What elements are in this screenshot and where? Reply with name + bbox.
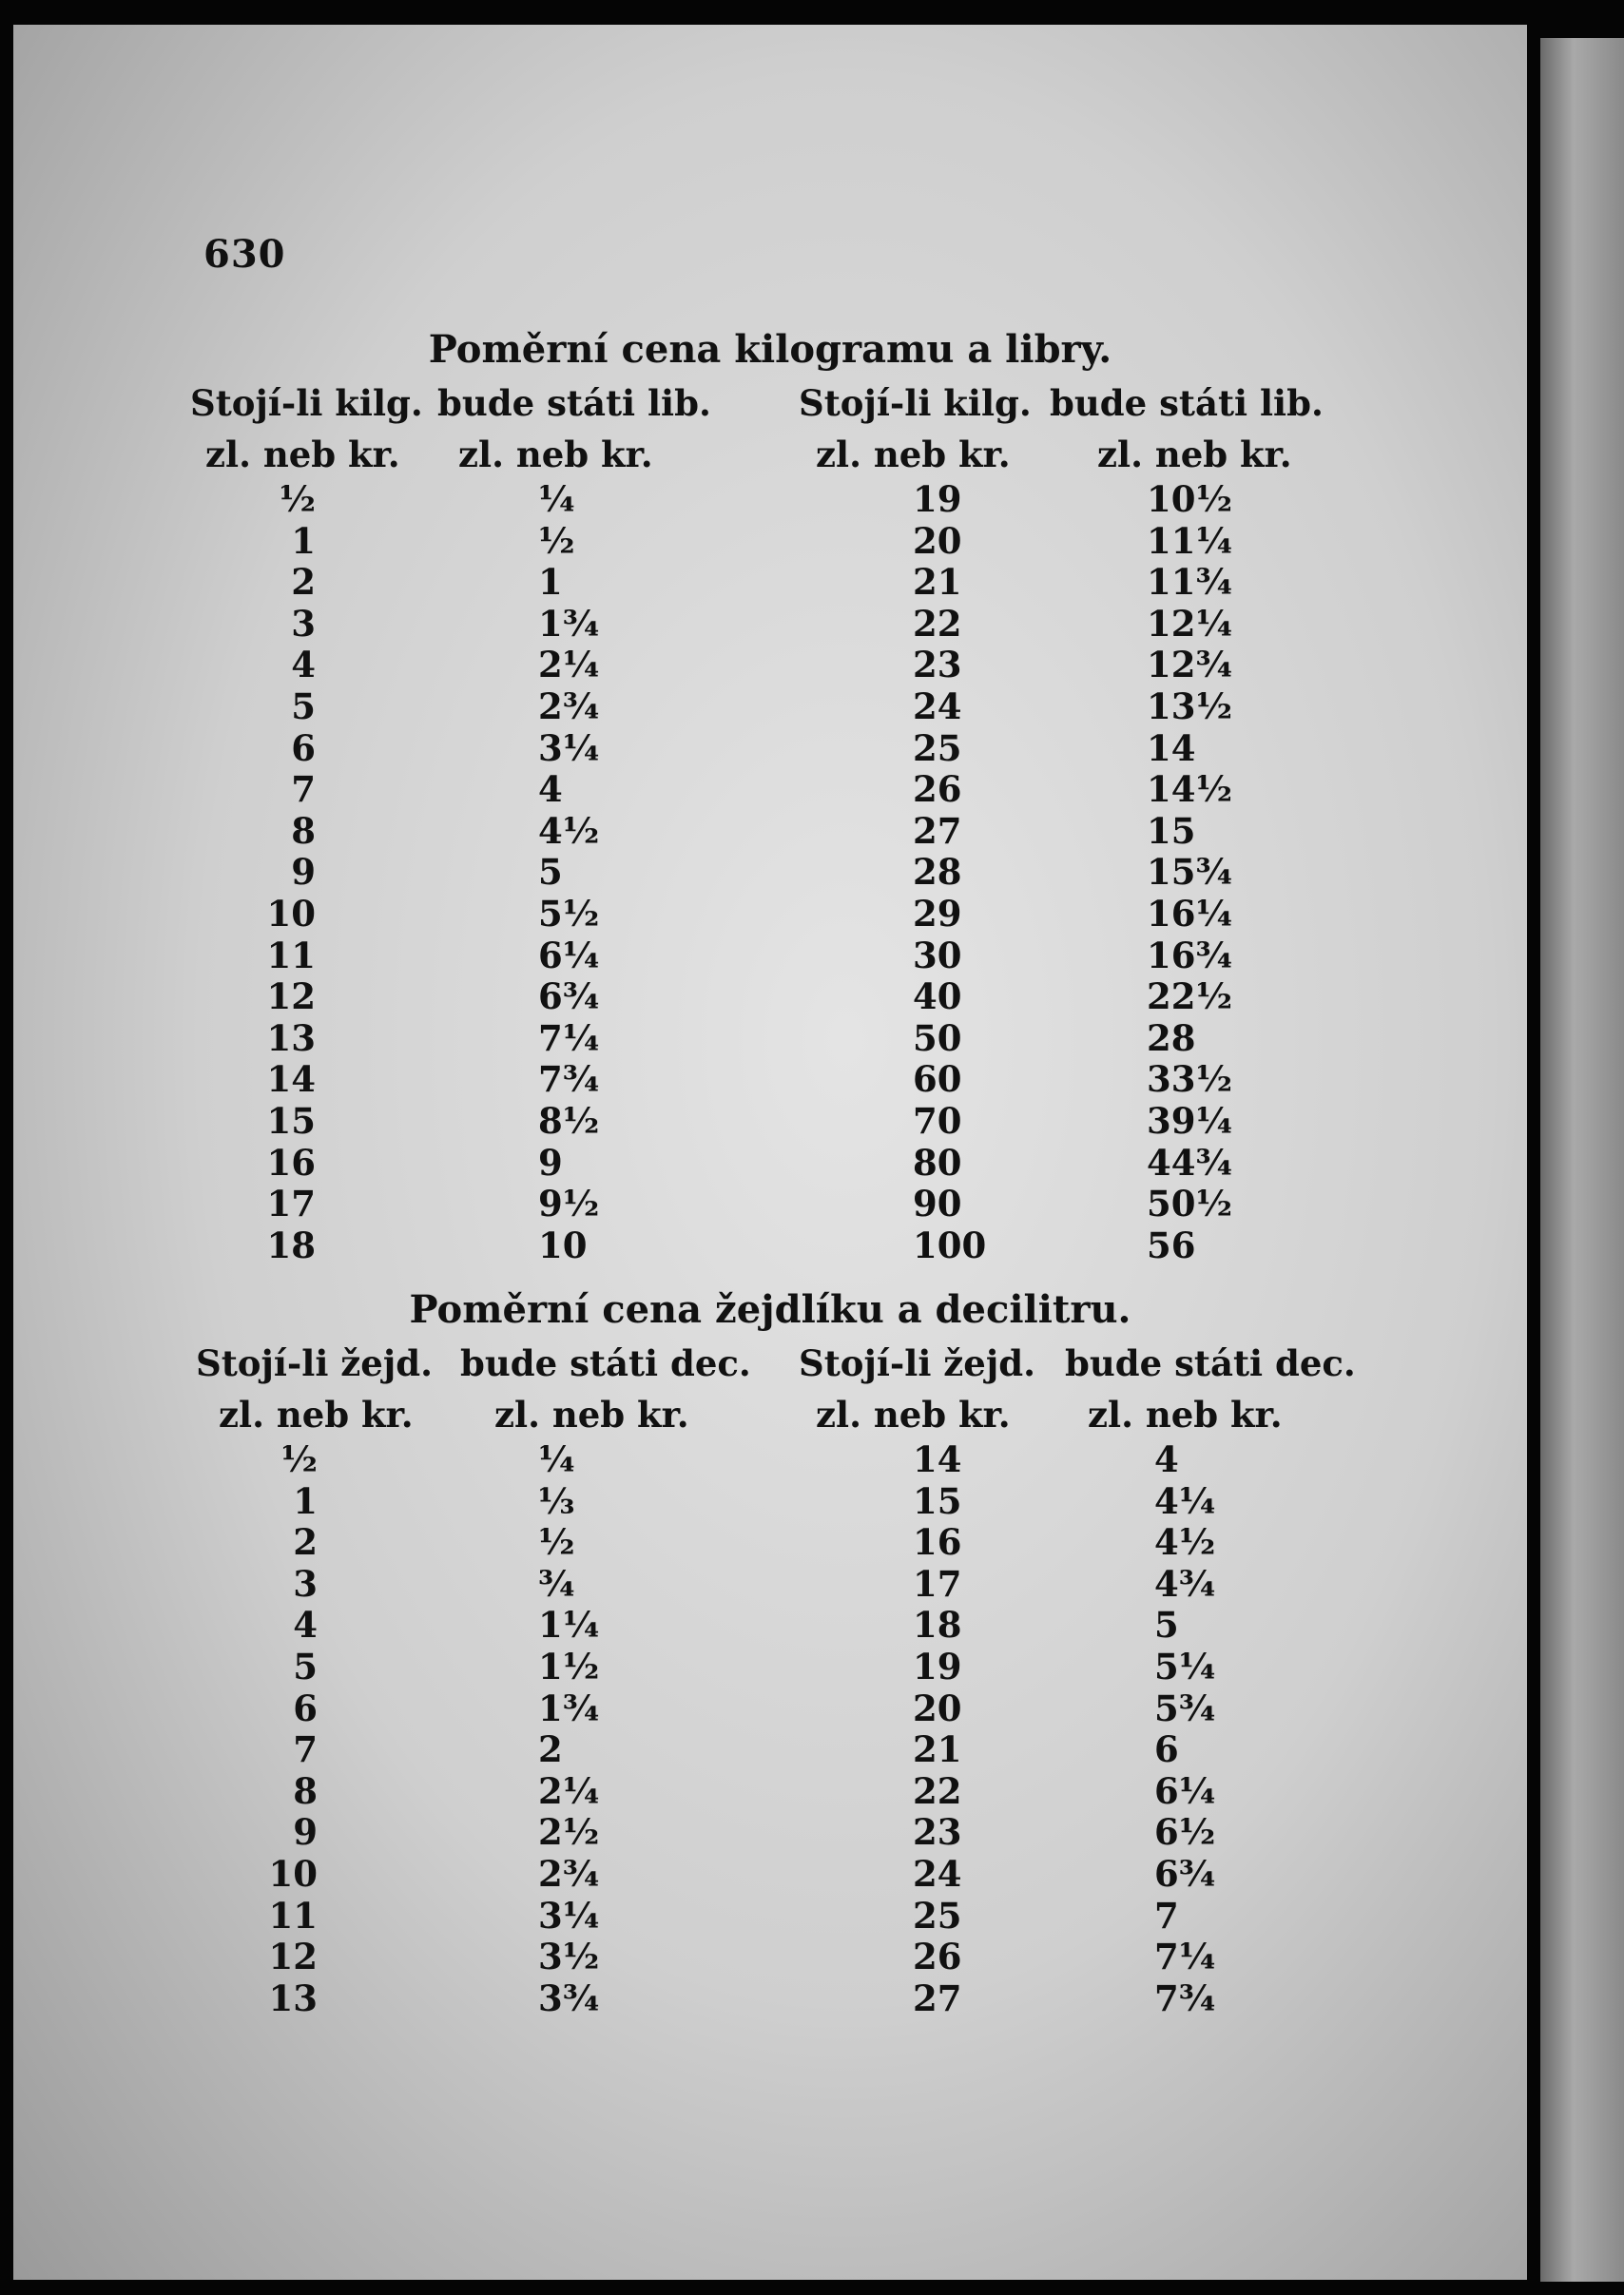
table2-col2-cell: 1¼	[538, 1604, 600, 1647]
table1-col2-cell: 4½	[538, 809, 600, 852]
table1-col1-cell: 12	[266, 975, 316, 1018]
table2-subheader-3: zl. neb kr.	[816, 1394, 1011, 1436]
table1-col2-cell: 1	[538, 561, 563, 604]
table1-col4-cell: 12¼	[1147, 602, 1233, 645]
table1-col3-cell: 22	[913, 602, 962, 645]
table1-col4-cell: 22½	[1147, 975, 1233, 1018]
table1-col3-cell: 27	[913, 809, 962, 852]
table1-col3-cell: 70	[913, 1100, 962, 1142]
table1-col3-cell: 25	[913, 726, 962, 769]
table2-header-4: bude státi dec.	[1065, 1342, 1356, 1384]
table1-header-3: Stojí-li kilg.	[799, 382, 1032, 424]
table2-col1-cell: 8	[293, 1769, 318, 1812]
table1-col1-cell: 6	[291, 726, 316, 769]
table1-col1-cell: ½	[279, 478, 316, 520]
table2-col1-cell: 3	[293, 1562, 318, 1605]
table1-col4-cell: 56	[1147, 1224, 1196, 1266]
table2-col3-cell: 19	[913, 1646, 962, 1688]
table2-col1-cell: 4	[293, 1604, 318, 1647]
table1-col2-cell: 6¾	[538, 975, 600, 1018]
table1-col3-cell: 26	[913, 768, 962, 811]
table1-col2-cell: 9	[538, 1141, 563, 1184]
table2-subheader-4: zl. neb kr.	[1088, 1394, 1283, 1436]
table2-col1-cell: 13	[268, 1977, 318, 2019]
table1-col4-cell: 10½	[1147, 478, 1233, 520]
page-number: 630	[203, 232, 286, 277]
table1-col4-cell: 15¾	[1147, 851, 1233, 894]
table1-header-2: bude státi lib.	[437, 382, 711, 424]
table2-col1-cell: 6	[293, 1687, 318, 1729]
table2-col3-cell: 27	[913, 1977, 962, 2019]
table2-subheader-2: zl. neb kr.	[494, 1394, 689, 1436]
table2-col2-cell: 1¾	[538, 1687, 600, 1729]
table2-col4-cell: 6¾	[1154, 1853, 1216, 1895]
table1-col4-cell: 11¾	[1147, 561, 1233, 604]
table1-col3-cell: 23	[913, 644, 962, 686]
table1-header-1: Stojí-li kilg.	[190, 382, 423, 424]
table2-col2-cell: ¼	[538, 1438, 575, 1480]
table1-col1-cell: 9	[291, 851, 316, 894]
table2-col3-cell: 18	[913, 1604, 962, 1647]
table1-col3-cell: 28	[913, 851, 962, 894]
table1-title: Poměrní cena kilogramu a libry.	[428, 327, 1112, 372]
table1-col4-cell: 33½	[1147, 1058, 1233, 1101]
table2-col3-cell: 16	[913, 1521, 962, 1564]
table2-header-3: Stojí-li žejd.	[799, 1342, 1035, 1384]
table2-col3-cell: 25	[913, 1894, 962, 1937]
table2-col4-cell: 7¾	[1154, 1977, 1216, 2019]
table1-col2-cell: 7¼	[538, 1016, 600, 1059]
table1-col1-cell: 7	[291, 768, 316, 811]
table1-col2-cell: 2¼	[538, 644, 600, 686]
table1-col1-cell: 17	[266, 1183, 316, 1225]
table1-col3-cell: 60	[913, 1058, 962, 1101]
table1-col3-cell: 21	[913, 561, 962, 604]
table2-col4-cell: 5¼	[1154, 1646, 1216, 1688]
table2-col3-cell: 23	[913, 1811, 962, 1854]
table2-col1-cell: 11	[268, 1894, 318, 1937]
table2-col4-cell: 7	[1154, 1894, 1179, 1937]
table2-col2-cell: ½	[538, 1521, 575, 1564]
table1-col3-cell: 30	[913, 934, 962, 976]
table2-col3-cell: 24	[913, 1853, 962, 1895]
table1-col4-cell: 28	[1147, 1016, 1196, 1059]
table1-col2-cell: 10	[538, 1224, 588, 1266]
table2-col2-cell: 2¾	[538, 1853, 600, 1895]
table1-col1-cell: 4	[291, 644, 316, 686]
table2-col4-cell: 4½	[1154, 1521, 1216, 1564]
table2-col4-cell: 4¾	[1154, 1562, 1216, 1605]
table2-col2-cell: 2	[538, 1728, 563, 1771]
table1-col2-cell: 3¼	[538, 726, 600, 769]
table1-col1-cell: 10	[266, 893, 316, 935]
table2-col2-cell: 3½	[538, 1936, 600, 1978]
adjacent-page-edge	[1540, 38, 1624, 2282]
table2-col1-cell: 7	[293, 1728, 318, 1771]
table2-col2-cell: 2¼	[538, 1769, 600, 1812]
table1-col4-cell: 11¼	[1147, 519, 1233, 562]
table1-col2-cell: 9½	[538, 1183, 600, 1225]
table1-col3-cell: 100	[913, 1224, 987, 1266]
table2-col2-cell: 1½	[538, 1646, 600, 1688]
table1-col4-cell: 16¾	[1147, 934, 1233, 976]
table2-col4-cell: 7¼	[1154, 1936, 1216, 1978]
table1-col1-cell: 2	[291, 561, 316, 604]
table1-col3-cell: 40	[913, 975, 962, 1018]
table1-col2-cell: 5	[538, 851, 563, 894]
table2-col2-cell: ⅓	[538, 1479, 575, 1522]
table2-col4-cell: 5¾	[1154, 1687, 1216, 1729]
table1-col4-cell: 16¼	[1147, 893, 1233, 935]
table2-col3-cell: 26	[913, 1936, 962, 1978]
table2-col4-cell: 4¼	[1154, 1479, 1216, 1522]
table1-col2-cell: 5½	[538, 893, 600, 935]
table1-col2-cell: 2¾	[538, 685, 600, 727]
table1-subheader-2: zl. neb kr.	[458, 434, 653, 475]
table2-col4-cell: 4	[1154, 1438, 1179, 1480]
table1-col4-cell: 13½	[1147, 685, 1233, 727]
table2-col4-cell: 6	[1154, 1728, 1179, 1771]
table1-col3-cell: 24	[913, 685, 962, 727]
table2-col1-cell: ½	[280, 1438, 318, 1480]
table1-col1-cell: 13	[266, 1016, 316, 1059]
table2-header-2: bude státi dec.	[460, 1342, 751, 1384]
table1-col1-cell: 14	[266, 1058, 316, 1101]
table1-col3-cell: 19	[913, 478, 962, 520]
table2-col2-cell: 3¾	[538, 1977, 600, 2019]
table1-col4-cell: 14	[1147, 726, 1196, 769]
table1-col1-cell: 3	[291, 602, 316, 645]
table1-col1-cell: 8	[291, 809, 316, 852]
table1-header-4: bude státi lib.	[1050, 382, 1324, 424]
table2-col1-cell: 9	[293, 1811, 318, 1854]
table1-col2-cell: 7¾	[538, 1058, 600, 1101]
table1-col2-cell: 4	[538, 768, 563, 811]
table1-col2-cell: ½	[538, 519, 575, 562]
table1-subheader-3: zl. neb kr.	[816, 434, 1011, 475]
table1-col3-cell: 90	[913, 1183, 962, 1225]
table2-col1-cell: 10	[268, 1853, 318, 1895]
table2-subheader-1: zl. neb kr.	[219, 1394, 414, 1436]
table1-subheader-1: zl. neb kr.	[205, 434, 400, 475]
table1-col3-cell: 80	[913, 1141, 962, 1184]
table2-header-1: Stojí-li žejd.	[196, 1342, 433, 1384]
table1-col1-cell: 11	[266, 934, 316, 976]
table1-col1-cell: 16	[266, 1141, 316, 1184]
table1-col2-cell: 8½	[538, 1100, 600, 1142]
table1-col1-cell: 1	[291, 519, 316, 562]
table2-col3-cell: 14	[913, 1438, 962, 1480]
table2-col1-cell: 5	[293, 1646, 318, 1688]
table1-col2-cell: ¼	[538, 478, 575, 520]
table2-title: Poměrní cena žejdlíku a decilitru.	[409, 1287, 1131, 1332]
table1-col2-cell: 1¾	[538, 602, 600, 645]
table1-col4-cell: 15	[1147, 809, 1196, 852]
table1-col2-cell: 6¼	[538, 934, 600, 976]
table1-col3-cell: 20	[913, 519, 962, 562]
table2-col2-cell: ¾	[538, 1562, 575, 1605]
table2-col4-cell: 6½	[1154, 1811, 1216, 1854]
table1-col4-cell: 39¼	[1147, 1100, 1233, 1142]
table2-col3-cell: 17	[913, 1562, 962, 1605]
table2-col4-cell: 5	[1154, 1604, 1179, 1647]
table2-col3-cell: 15	[913, 1479, 962, 1522]
table1-col4-cell: 14½	[1147, 768, 1233, 811]
table2-col1-cell: 12	[268, 1936, 318, 1978]
table2-col2-cell: 3¼	[538, 1894, 600, 1937]
table1-col3-cell: 29	[913, 893, 962, 935]
table1-col4-cell: 50½	[1147, 1183, 1233, 1225]
table1-col3-cell: 50	[913, 1016, 962, 1059]
book-page	[13, 25, 1527, 2280]
table1-col1-cell: 18	[266, 1224, 316, 1266]
table2-col3-cell: 20	[913, 1687, 962, 1729]
table1-col1-cell: 15	[266, 1100, 316, 1142]
table2-col3-cell: 21	[913, 1728, 962, 1771]
table2-col3-cell: 22	[913, 1769, 962, 1812]
table1-subheader-4: zl. neb kr.	[1097, 434, 1292, 475]
table2-col1-cell: 2	[293, 1521, 318, 1564]
table2-col1-cell: 1	[293, 1479, 318, 1522]
table2-col4-cell: 6¼	[1154, 1769, 1216, 1812]
table2-col2-cell: 2½	[538, 1811, 600, 1854]
table1-col4-cell: 12¾	[1147, 644, 1233, 686]
table1-col4-cell: 44¾	[1147, 1141, 1233, 1184]
table1-col1-cell: 5	[291, 685, 316, 727]
